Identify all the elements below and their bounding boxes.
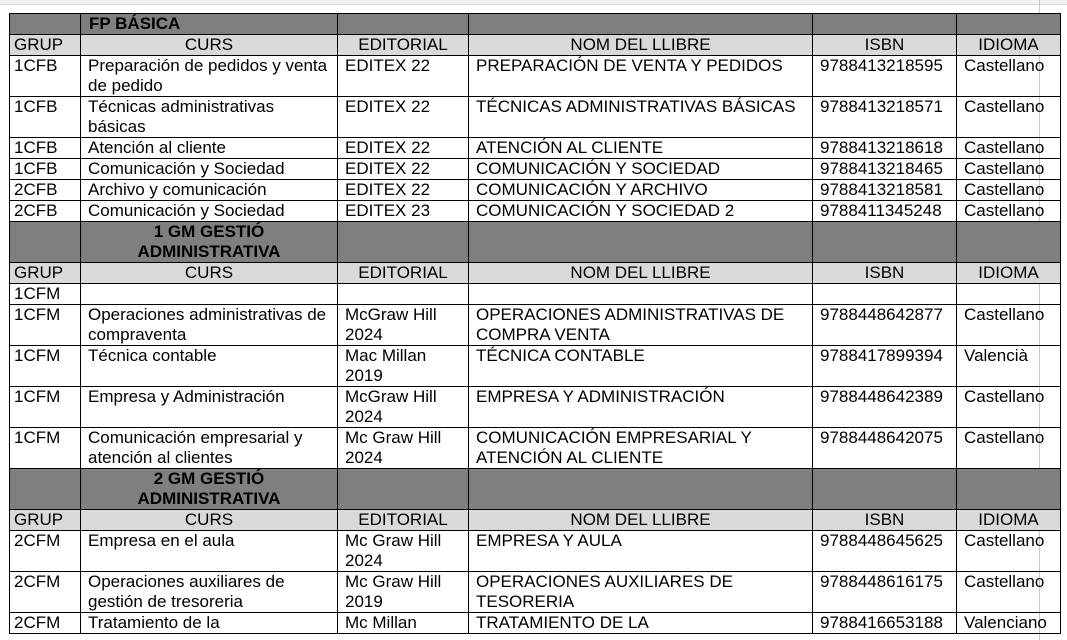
cell-editorial: EDITEX 22: [338, 159, 469, 180]
section-header-cell: [469, 469, 813, 510]
cell-curs: Operaciones administrativas de compraventa: [81, 305, 338, 346]
cell-editorial: EDITEX 22: [338, 138, 469, 159]
cell-isbn: 9788448642389: [813, 387, 957, 428]
cell-grup: 2CFB: [10, 180, 81, 201]
table-row: [10, 97, 1061, 138]
cell-curs: Técnicas administrativas básicas: [81, 97, 338, 138]
section-header-cell: [957, 14, 1061, 35]
column-header-nom-del-llibre: NOM DEL LLIBRE: [469, 35, 813, 56]
cell-curs: Operaciones auxiliares de gestión de tresoreria: [81, 572, 338, 613]
cell-curs: Empresa y Administración: [81, 387, 338, 428]
cell-isbn: 9788413218595: [813, 56, 957, 97]
column-header-idioma: IDIOMA: [957, 510, 1061, 531]
section-header-row: [10, 222, 1061, 263]
table-row: [10, 201, 1061, 222]
column-header-grup: GRUP: [10, 35, 81, 56]
section-header-cell: [10, 14, 81, 35]
table-row: [10, 305, 1061, 346]
column-header-curs: CURS: [81, 510, 338, 531]
section-header-cell: [469, 222, 813, 263]
cell-isbn: 9788411345248: [813, 201, 957, 222]
column-header-idioma: IDIOMA: [957, 263, 1061, 284]
section-header-cell: [813, 14, 957, 35]
cell-idioma: Castellano: [957, 97, 1061, 138]
cell-editorial: Mac Millan 2019: [338, 346, 469, 387]
section-header-cell: [338, 222, 469, 263]
cell-nom-del-llibre: ATENCIÓN AL CLIENTE: [469, 138, 813, 159]
cell-curs: Técnica contable: [81, 346, 338, 387]
cell-editorial: Mc Graw Hill 2024: [338, 428, 469, 469]
column-header-curs: CURS: [81, 35, 338, 56]
cell-editorial: McGraw Hill 2024: [338, 387, 469, 428]
cell-idioma: Valencià: [957, 346, 1061, 387]
section-header-cell: [957, 222, 1061, 263]
cell-grup: 1CFB: [10, 138, 81, 159]
cell-nom-del-llibre: TÉCNICA CONTABLE: [469, 346, 813, 387]
cell-grup: 1CFM: [10, 305, 81, 346]
cell-idioma: Castellano: [957, 201, 1061, 222]
table-row: [10, 56, 1061, 97]
table-row: [10, 428, 1061, 469]
section-header-cell: [469, 14, 813, 35]
cell-grup: 1CFM: [10, 346, 81, 387]
textbook-table-body: [10, 14, 1061, 634]
column-header-editorial: EDITORIAL: [338, 263, 469, 284]
cell-idioma: Castellano: [957, 387, 1061, 428]
column-header-row: [10, 35, 1061, 56]
section-header-cell: [10, 222, 81, 263]
cell-curs: Tratamiento de la: [81, 613, 338, 634]
column-header-isbn: ISBN: [813, 510, 957, 531]
table-row: [10, 346, 1061, 387]
column-header-grup: GRUP: [10, 510, 81, 531]
section-title: 1 GM GESTIÓ ADMINISTRATIVA: [81, 222, 338, 263]
cell-editorial: Mc Graw Hill 2024: [338, 531, 469, 572]
cell-idioma: Valenciano: [957, 613, 1061, 634]
cell-isbn: [813, 284, 957, 305]
cell-isbn: 9788416653188: [813, 613, 957, 634]
textbook-table: [9, 13, 1061, 634]
table-row: [10, 180, 1061, 201]
column-header-isbn: ISBN: [813, 263, 957, 284]
column-header-nom-del-llibre: NOM DEL LLIBRE: [469, 510, 813, 531]
cell-idioma: Castellano: [957, 138, 1061, 159]
cell-curs: Comunicación y Sociedad: [81, 159, 338, 180]
section-header-cell: [338, 14, 469, 35]
cell-isbn: 9788448645625: [813, 531, 957, 572]
column-header-row: [10, 263, 1061, 284]
cell-curs: Comunicación y Sociedad: [81, 201, 338, 222]
section-header-row: [10, 469, 1061, 510]
cell-grup: 1CFM: [10, 428, 81, 469]
column-header-editorial: EDITORIAL: [338, 35, 469, 56]
table-row: [10, 572, 1061, 613]
column-header-idioma: IDIOMA: [957, 35, 1061, 56]
section-title: 2 GM GESTIÓ ADMINISTRATIVA: [81, 469, 338, 510]
cell-nom-del-llibre: PREPARACIÓN DE VENTA Y PEDIDOS: [469, 56, 813, 97]
column-header-grup: GRUP: [10, 263, 81, 284]
cell-nom-del-llibre: [469, 284, 813, 305]
cell-editorial: EDITEX 22: [338, 97, 469, 138]
cell-isbn: 9788448616175: [813, 572, 957, 613]
cell-grup: 2CFM: [10, 613, 81, 634]
cell-nom-del-llibre: COMUNICACIÓN EMPRESARIAL Y ATENCIÓN AL CLIENTE: [469, 428, 813, 469]
cell-nom-del-llibre: TÉCNICAS ADMINISTRATIVAS BÁSICAS: [469, 97, 813, 138]
cell-nom-del-llibre: COMUNICACIÓN Y ARCHIVO: [469, 180, 813, 201]
cell-isbn: 9788413218618: [813, 138, 957, 159]
cell-grup: 1CFM: [10, 387, 81, 428]
cell-grup: 1CFB: [10, 159, 81, 180]
cell-curs: Preparación de pedidos y venta de pedido: [81, 56, 338, 97]
cell-editorial: Mc Graw Hill 2019: [338, 572, 469, 613]
cell-curs: Archivo y comunicación: [81, 180, 338, 201]
cell-editorial: McGraw Hill 2024: [338, 305, 469, 346]
cell-curs: Comunicación empresarial y atención al clientes: [81, 428, 338, 469]
section-header-cell: [813, 222, 957, 263]
cell-idioma: Castellano: [957, 305, 1061, 346]
cell-isbn: 9788413218465: [813, 159, 957, 180]
column-header-editorial: EDITORIAL: [338, 510, 469, 531]
cell-isbn: 9788413218571: [813, 97, 957, 138]
cell-isbn: 9788448642877: [813, 305, 957, 346]
cell-isbn: 9788417899394: [813, 346, 957, 387]
cell-idioma: [957, 284, 1061, 305]
section-header-cell: [957, 469, 1061, 510]
cell-grup: 1CFB: [10, 56, 81, 97]
section-header-cell: [10, 469, 81, 510]
cell-editorial: EDITEX 23: [338, 201, 469, 222]
cell-idioma: Castellano: [957, 180, 1061, 201]
cell-editorial: Mc Millan: [338, 613, 469, 634]
cell-isbn: 9788448642075: [813, 428, 957, 469]
column-header-isbn: ISBN: [813, 35, 957, 56]
section-header-row: [10, 14, 1061, 35]
cell-grup: 2CFM: [10, 572, 81, 613]
column-header-curs: CURS: [81, 263, 338, 284]
section-title: FP BÁSICA: [81, 14, 338, 35]
table-row: [10, 387, 1061, 428]
cell-idioma: Castellano: [957, 572, 1061, 613]
cell-curs: Empresa en el aula: [81, 531, 338, 572]
cell-nom-del-llibre: COMUNICACIÓN Y SOCIEDAD 2: [469, 201, 813, 222]
table-row: [10, 159, 1061, 180]
page-top-edge: [0, 0, 1067, 5]
cell-curs: [81, 284, 338, 305]
cell-editorial: [338, 284, 469, 305]
cell-grup: 1CFB: [10, 97, 81, 138]
cell-nom-del-llibre: EMPRESA Y ADMINISTRACIÓN: [469, 387, 813, 428]
cell-idioma: Castellano: [957, 56, 1061, 97]
cell-grup: 1CFM: [10, 284, 81, 305]
cell-nom-del-llibre: OPERACIONES AUXILIARES DE TESORERIA: [469, 572, 813, 613]
cell-grup: 2CFM: [10, 531, 81, 572]
cell-idioma: Castellano: [957, 531, 1061, 572]
cell-nom-del-llibre: COMUNICACIÓN Y SOCIEDAD: [469, 159, 813, 180]
column-header-nom-del-llibre: NOM DEL LLIBRE: [469, 263, 813, 284]
cell-curs: Atención al cliente: [81, 138, 338, 159]
cell-idioma: Castellano: [957, 159, 1061, 180]
table-row: [10, 284, 1061, 305]
section-header-cell: [338, 469, 469, 510]
section-header-cell: [813, 469, 957, 510]
cell-nom-del-llibre: EMPRESA Y AULA: [469, 531, 813, 572]
table-row: [10, 613, 1061, 634]
table-row: [10, 138, 1061, 159]
cell-editorial: EDITEX 22: [338, 56, 469, 97]
column-header-row: [10, 510, 1061, 531]
table-row: [10, 531, 1061, 572]
cell-editorial: EDITEX 22: [338, 180, 469, 201]
cell-isbn: 9788413218581: [813, 180, 957, 201]
cell-grup: 2CFB: [10, 201, 81, 222]
cell-idioma: Castellano: [957, 428, 1061, 469]
cell-nom-del-llibre: OPERACIONES ADMINISTRATIVAS DE COMPRA VENTA: [469, 305, 813, 346]
cell-nom-del-llibre: TRATAMIENTO DE LA: [469, 613, 813, 634]
